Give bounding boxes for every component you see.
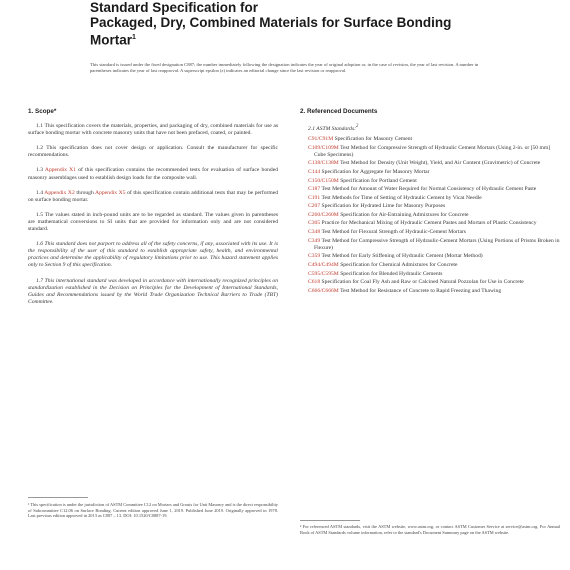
reference-list	[300, 136, 560, 295]
scope-para-1-3	[28, 167, 278, 181]
reference-code-link[interactable]: C348	[308, 229, 321, 236]
scope-para-1-3-text: of this specification contains the recommended tests for evaluation of surface bonded masonry assemblages used to establish design loads for the composite wall.	[28, 167, 279, 181]
document-title	[90, 0, 510, 48]
reference-item	[300, 229, 560, 236]
reference-item	[300, 203, 560, 210]
reference-item	[300, 178, 560, 185]
reference-title: Test Method for Resistance of Concrete to Rapid Freezing and Thawing	[340, 287, 502, 294]
reference-code-link[interactable]: C260/C260M	[308, 211, 339, 218]
title-line-2: Packaged, Dry, Combined Materials for Surface Bonding	[90, 15, 452, 30]
reference-code-link[interactable]: C595/C595M	[308, 270, 339, 277]
scope-para-1-1-text: 1.1 This specification covers the materials, properties, and packaging of dry, combined materials for use as surface bonding mortar with concrete masonry units that have not been prefaced, coated, or painted.	[28, 123, 278, 137]
reference-code-link[interactable]: C144	[308, 168, 321, 175]
reference-item	[300, 279, 560, 286]
reference-title: Test Method for Compressive Strength of Hydraulic-Cement Mortars (Using Portions of Prisms Broken in Flexure)	[314, 237, 560, 251]
scope-para-1-5	[28, 212, 278, 233]
reference-title: Test Method for Compressive Strength of Hydraulic Cement Mortars (Using 2-in. or [50 mm] Cube Specimens)	[314, 144, 551, 158]
reference-title: Test Methods for Time of Setting of Hydraulic Cement by Vicat Needle	[321, 194, 482, 201]
reference-title: Specification for Masonry Cement	[334, 136, 413, 143]
astm-standards-intro-text: 2.1 ASTM Standards:	[308, 125, 357, 132]
title-line-1: Standard Specification for	[90, 0, 259, 15]
scope-para-1-7-text: 1.7 This international standard was developed in accordance with internationally recognized principles on standardization established in the Decision on Principles for the Development of International Standards, Guides and Recommendations issued by the World Trade Organization Technical Barriers to Trade (TBT) Committee.	[28, 277, 278, 305]
reference-item	[300, 195, 560, 202]
reference-title: Practice for Mechanical Mixing of Hydraulic Cement Pastes and Mortars of Plastic Consistency	[321, 220, 537, 227]
reference-title: Specification for Chemical Admixtures for Concrete	[340, 261, 458, 268]
scope-para-1-6	[28, 241, 278, 269]
appendix-x5-link[interactable]: Appendix X5	[95, 189, 126, 196]
reference-title: Test Method for Early Stiffening of Hydraulic Cement (Mortar Method)	[321, 253, 483, 260]
title-line-3	[90, 30, 510, 48]
reference-title: Test Method for Amount of Water Required for Normal Consistency of Hydraulic Cement Paste	[321, 186, 537, 193]
appendix-x2-link[interactable]: Appendix X2	[44, 189, 75, 196]
footnote-divider-right	[300, 520, 360, 521]
reference-item	[300, 288, 560, 295]
reference-title: Specification for Blended Hydraulic Cements	[340, 270, 443, 277]
referenced-documents-column	[300, 108, 560, 296]
reference-item	[300, 271, 560, 278]
reference-title: Test Method for Flexural Strength of Hydraulic-Cement Mortars	[321, 229, 466, 236]
scope-para-1-2	[28, 145, 278, 159]
footnote-divider-left	[28, 497, 88, 498]
reference-code-link[interactable]: C618	[308, 279, 321, 286]
referenced-documents-heading: 2. Referenced Documents	[300, 108, 378, 115]
reference-item	[300, 238, 560, 252]
reference-code-link[interactable]: C187	[308, 186, 321, 193]
reference-item	[300, 253, 560, 260]
scope-column	[28, 108, 278, 314]
reference-title: Specification for Coal Fly Ash and Raw or Calcined Natural Pozzolan for Use in Concrete	[321, 279, 524, 286]
astm-standards-footnote-marker: 2	[356, 124, 359, 130]
scope-para-1-4-text: of this specification contain additional tests that may be performed on surface bonding mortar.	[28, 189, 279, 203]
reference-item	[300, 212, 560, 219]
title-footnote-marker: 1	[132, 34, 136, 41]
scope-para-1-2-text: 1.2 This specification does not cover design or application. Consult the manufacturer for specific recommendations.	[28, 145, 278, 159]
footnote-left: ¹ This specification is under the jurisdiction of ASTM Committee C12 on Mortars and Grouts for Unit Masonry and is the direct responsibility of Subcommittee C12.06 on Surface Bonding. Current edition approved June 1, 2019. Published June 2019. Originally approved in 1978. Last previous edition approved in 2013 as C887 – 13. DOI: 10.1520/C0887-19.	[28, 502, 279, 519]
reference-code-link[interactable]: C91/C91M	[308, 136, 334, 143]
scope-para-1-1	[28, 123, 278, 137]
reference-title: Specification for Portland Cement	[340, 177, 417, 184]
reference-code-link[interactable]: C349	[308, 237, 321, 244]
reference-code-link[interactable]: C191	[308, 194, 321, 201]
scope-para-1-4-num: 1.4	[36, 189, 43, 196]
reference-code-link[interactable]: C305	[308, 220, 321, 227]
reference-item	[300, 220, 560, 227]
reference-code-link[interactable]: C359	[308, 253, 321, 260]
reference-title: Test Method for Density (Unit Weight), Yield, and Air Content (Gravimetric) of Concrete	[340, 160, 541, 167]
astm-standards-intro	[300, 123, 560, 133]
reference-code-link[interactable]: C666/C666M	[308, 287, 339, 294]
scope-para-1-5-text: 1.5 The values stated in inch-pound units are to be regarded as standard. The values given in parentheses are mathematical conversions to SI units that are provided for information only and are not considered standard.	[28, 211, 278, 233]
reference-title: Specification for Hydrated Lime for Masonry Purposes	[321, 203, 446, 210]
scope-para-1-3-num: 1.3	[36, 167, 43, 174]
reference-code-link[interactable]: C207	[308, 203, 321, 210]
reference-item	[300, 169, 560, 176]
reference-item	[300, 262, 560, 269]
title-line-3-text: Mortar	[90, 32, 133, 48]
reference-title: Specification for Aggregate for Masonry Mortar	[321, 168, 430, 175]
scope-para-1-6-text: 1.6 This standard does not purport to address all of the safety concerns, if any, associated with its use. It is the responsibility of the user of this standard to establish appropriate safety, health, and environmental practices and determine the applicability of regulatory limitations prior to use. This hazard statement applies only to Section 9 of this specification.	[28, 241, 278, 269]
reference-item	[300, 136, 560, 143]
reference-item	[300, 186, 560, 193]
footnote-right: ² For referenced ASTM standards, visit the ASTM website, www.astm.org, or contact ASTM Customer Service at service@astm.org. For Annual Book of ASTM Standards volume information, refer to the standard's Document Summary page on the ASTM website.	[300, 524, 560, 535]
reference-code-link[interactable]: C494/C494M	[308, 261, 339, 268]
standard-designation-note: This standard is issued under the fixed designation C887; the number immediately following the designation indicates the year of original adoption or, in the case of revision, the year of last revision. A number in parentheses indicates the year of last reapproval. A superscript epsilon (ε) indicates an editorial change since the last revision or reapproval.	[90, 62, 479, 73]
scope-para-1-4-mid: through	[76, 189, 94, 196]
scope-para-1-7	[28, 278, 278, 306]
scope-heading: 1. Scope*	[28, 108, 57, 115]
appendix-x1-link[interactable]: Appendix X1	[44, 167, 77, 174]
reference-item	[300, 145, 560, 159]
reference-item	[300, 160, 560, 167]
reference-code-link[interactable]: C150/C150M	[308, 177, 339, 184]
reference-code-link[interactable]: C109/C109M	[308, 144, 339, 151]
scope-para-1-4	[28, 190, 278, 204]
reference-code-link[interactable]: C138/C138M	[308, 160, 339, 167]
reference-title: Specification for Air-Entraining Admixtures for Concrete	[340, 211, 469, 218]
